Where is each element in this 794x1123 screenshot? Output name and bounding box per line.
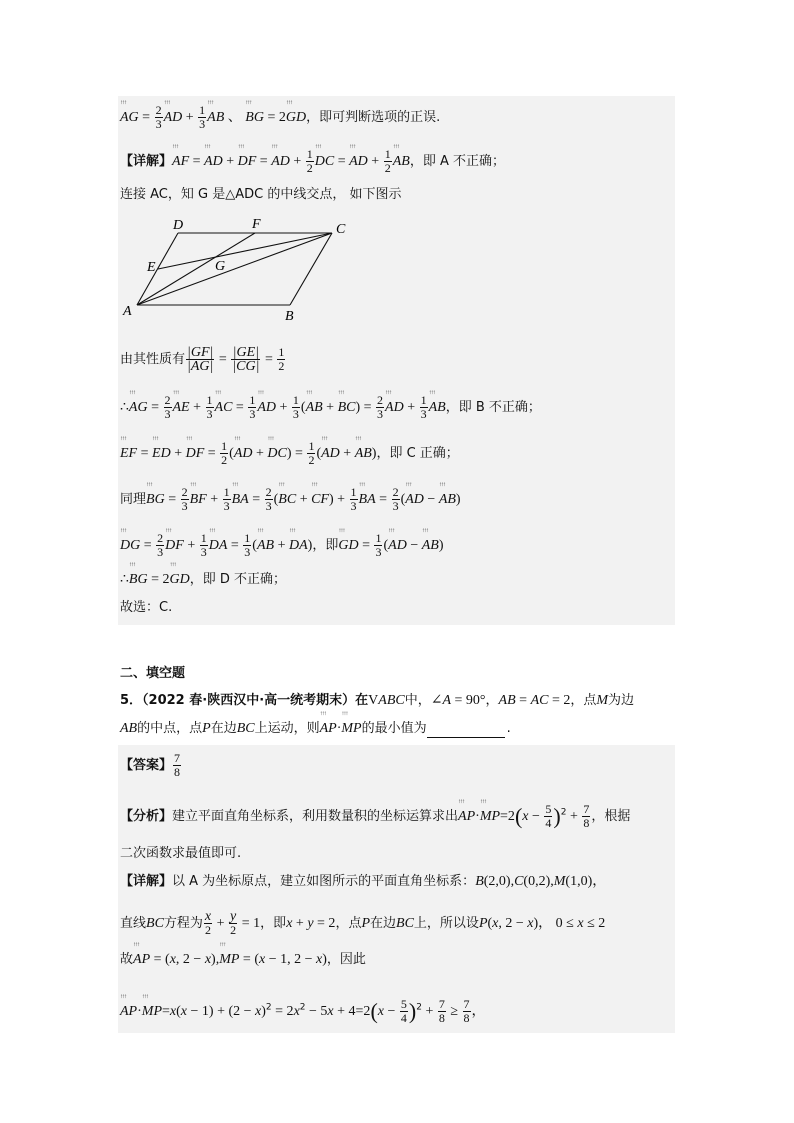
parallelogram-figure: [118, 212, 358, 324]
line-8: ↑↑↑ DG = $\frac{2}{3}$ ↑↑↑ DF + $\frac{1}{3}$ ↑↑↑ DA = $\frac{1}{3}$ (↑↑↑ AB + ↑↑↑ DA)，即↑↑↑ GD = $\frac{1}{3}$ (↑↑↑ AD − ↑↑↑ AB): [120, 532, 444, 559]
analysis-line-1: 【分析】建立平面直角坐标系，利用数量积的坐标运算求出↑↑↑ AP·↑↑↑ MP=2(x − $\frac{5}{4}$ )$^2$ + $\frac{7}{8}$ ，根据: [120, 803, 630, 830]
label-D: D: [173, 218, 184, 233]
line-1: ↑↑↑ AG = $\frac{2}{3}$ ↑↑↑ AD + $\frac{1}{3}$ ↑↑↑ AB 、 ↑↑↑ BG = 2↑↑↑ GD，即可判断选项的正误.: [120, 104, 440, 131]
line-6: ↑↑↑ EF = ↑↑↑ ED + ↑↑↑ DF = $\frac{1}{2}$ (↑↑↑ AD + ↑↑↑ DC) = $\frac{1}{2}$ (↑↑↑ AD + ↑↑↑ AB)，即 C 正确；: [120, 440, 459, 467]
line-3: 连接 AC，知 G 是△ADC 的中线交点， 如下图示: [120, 187, 402, 202]
section-title: 二、填空题: [120, 666, 186, 681]
line-2: 【详解】↑↑↑ AF = ↑↑↑ AD + ↑↑↑ DF = ↑↑↑ AD + $\frac{1}{2}$ ↑↑↑ DC = ↑↑↑ AD + $\frac{1}{2}$ ↑↑↑ AB，即 A 不正确；: [120, 148, 505, 175]
line-9: ∴↑↑↑ BG = 2↑↑↑ GD，即 D 不正确；: [120, 571, 286, 589]
label-G: G: [215, 259, 226, 274]
line-10: 故选：C.: [120, 600, 173, 615]
detail-line-3: 故↑↑↑ AP = (x, 2 − x),↑↑↑ MP = (x − 1, 2 − x)，因此: [120, 951, 366, 969]
line-7: 同理↑↑↑ BG = $\frac{2}{3}$ ↑↑↑ BF + $\frac{1}{3}$ ↑↑↑ BA = $\frac{2}{3}$ (↑↑↑ BC + ↑↑↑ CF) + $\frac{1}{3}$ ↑↑↑ BA = $\frac{2}{3}$ (↑↑↑ AD − ↑↑↑ AB): [120, 486, 461, 513]
answer-blank: [427, 737, 505, 738]
answer-line: 【答案】 $\frac{7}{8}$: [120, 751, 181, 779]
line-5: ∴↑↑↑ AG = $\frac{2}{3}$ ↑↑↑ AE + $\frac{1}{3}$ ↑↑↑ AC = $\frac{1}{3}$ ↑↑↑ AD + $\frac{1}{3}$ (↑↑↑ AB + ↑↑↑ BC) = $\frac{2}{3}$ ↑↑↑ AD + $\frac{1}{3}$ ↑↑↑ AB，即 B 不正确；: [120, 394, 541, 421]
label-F: F: [252, 217, 261, 232]
line-4: 由其性质有 $\frac{|GF|}{|AG|}$ = $\frac{|GE|}{|CG|}$ = $\frac{1}{2}$: [120, 345, 285, 374]
label-B: B: [285, 309, 294, 324]
label-E: E: [147, 260, 156, 275]
label-A: A: [123, 304, 132, 319]
question-5-line-2: AB的中点，点P在边BC上运动，则↑↑↑ AP·↑↑↑ MP的最小值为 .: [120, 720, 511, 738]
label-C: C: [336, 222, 346, 237]
detail-line-2: 直线BC方程为 $\frac{x}{2}$ + $\frac{y}{2}$ = 1，即x + y = 2，点P在边BC上，所以设P(x, 2 − x)， 0 ≤ x ≤ 2: [120, 909, 606, 937]
analysis-line-2: 二次函数求最值即可.: [120, 846, 242, 861]
question-5-line-1: 5．（2022 春·陕西汉中·高一统考期末）在VABC中，∠A = 90°，AB = AC = 2，点M为边: [120, 693, 635, 708]
detail-line-4: ↑↑↑ AP·↑↑↑ $MP=x(x - 1) + (2 - x)^2 = 2x^2 - 5x + 4=2(x$ − $\frac{5}{4}$ )$^2$ + $\frac{7}{8}$ ≥ $\frac{7}{8}$ ，: [120, 998, 486, 1025]
detail-line-1: 【详解】以 A 为坐标原点，建立如图所示的平面直角坐标系：B(2,0),C(0,2),M(1,0)，: [120, 874, 607, 889]
